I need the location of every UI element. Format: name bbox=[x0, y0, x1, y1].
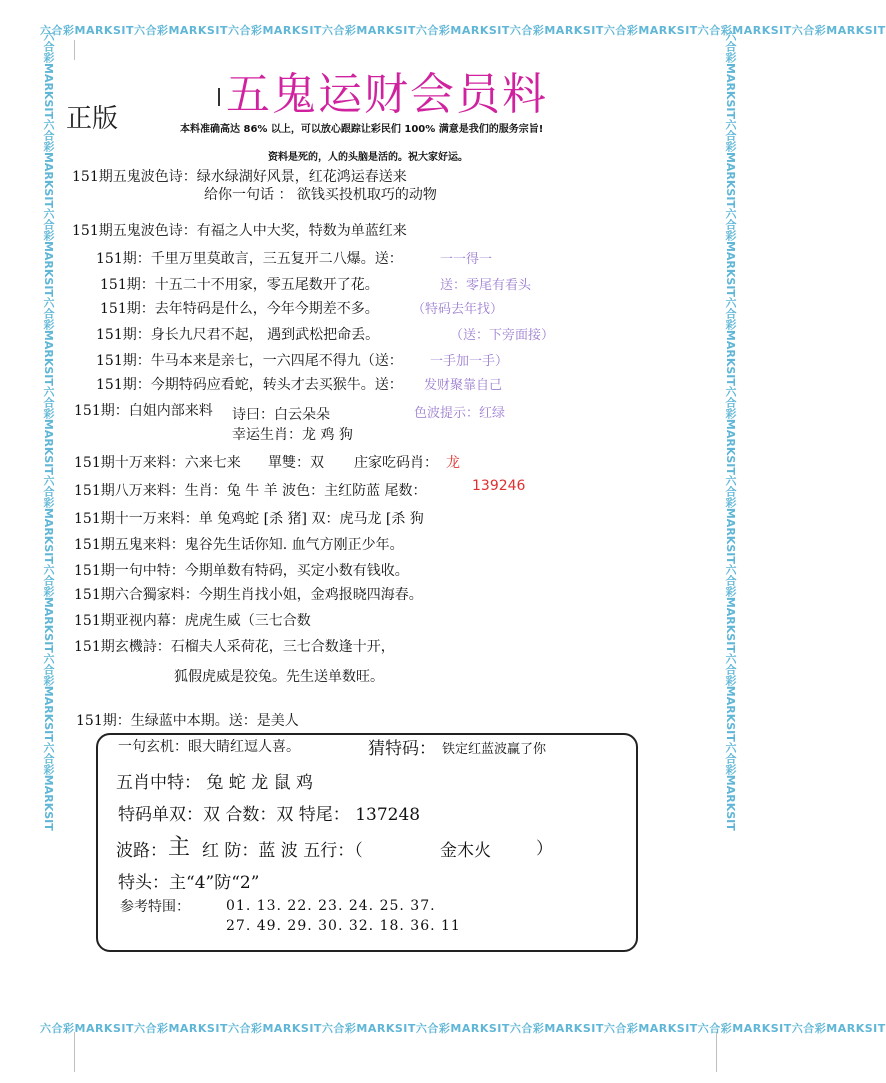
reference-range-line-2: 27. 49. 29. 30. 32. 18. 36. 11 bbox=[226, 918, 461, 934]
riddle-line-2: 151期：十五二十不用家，零五尾数开了花。 bbox=[100, 277, 379, 293]
riddle-line-1: 151期：千里万里莫敢言，三五复开二八爆。送： bbox=[96, 251, 403, 267]
reference-range-line-1: 01. 13. 22. 23. 24. 25. 37. bbox=[226, 898, 436, 914]
riddle-tip-5: 一手加一手） bbox=[430, 354, 509, 369]
border-watermark-top: 六合彩MARKSIT六合彩MARKSIT六合彩MARKSIT六合彩MARKSIT六合彩MARKSIT六合彩MARKSIT六合彩MARKSIT六合彩MARKSIT六合彩MARKSIT bbox=[40, 24, 886, 37]
mystic-poem: 151期玄機詩：石榴夫人采荷花，三七合数逢十开， bbox=[74, 639, 395, 655]
banker-zodiac-value: 龙 bbox=[446, 455, 460, 471]
wave-route-label: 波路： bbox=[116, 841, 167, 861]
border-watermark-bottom: 六合彩MARKSIT六合彩MARKSIT六合彩MARKSIT六合彩MARKSIT六合彩MARKSIT六合彩MARKSIT六合彩MARKSIT六合彩MARKSIT六合彩MARKSIT bbox=[40, 1022, 886, 1035]
five-elements: 金木火 bbox=[440, 841, 491, 861]
five-ghost-wave-poem-1: 151期五鬼波色诗：绿水绿湖好风景，红花鸿运春送来 bbox=[72, 169, 407, 185]
border-watermark-left: 六合彩MARKSIT六合彩MARKSIT六合彩MARKSIT六合彩MARKSIT六合彩MARKSIT六合彩MARKSIT六合彩MARKSIT六合彩MARKSIT六合彩MARKSIT bbox=[42, 30, 55, 831]
guess-special-value: 铁定红蓝波赢了你 bbox=[442, 742, 547, 757]
slogan-line-2: 资料是死的，人的头脑是活的。祝大家好运。 bbox=[268, 152, 468, 163]
one-sentence-special: 151期一句中特：今期单数有特码，买定小数有钱收。 bbox=[74, 563, 409, 579]
special-odd-even: 特码单双：双 合数：双 特尾： 137248 bbox=[118, 805, 421, 825]
lucky-zodiac: 幸运生肖：龙 鸡 狗 bbox=[232, 427, 353, 443]
riddle-line-4: 151期：身长九尺君不起， 遇到武松把命丢。 bbox=[96, 327, 380, 343]
five-zodiac-special: 五肖中特： 兔 蛇 龙 鼠 鸡 bbox=[116, 773, 314, 793]
five-elements-close: ） bbox=[536, 839, 553, 859]
riddle-tip-2: 送：零尾有看头 bbox=[440, 278, 532, 293]
riddle-line-6: 151期：今期特码应看蛇，转头才去买猴牛。送： bbox=[96, 377, 403, 393]
wave-route-detail: 红 防：蓝 波 五行：（ bbox=[202, 841, 363, 861]
odd-even: 單雙：双 bbox=[268, 455, 324, 471]
slogan-line: 本料准确高达 86% 以上，可以放心跟踪让彩民们 100% 满意是我们的服务宗旨! bbox=[180, 124, 544, 135]
frame-corner-mark bbox=[74, 1032, 75, 1072]
baijie-poem: 诗曰：白云朵朵 bbox=[232, 407, 330, 423]
five-ghost-source: 151期五鬼来料：鬼谷先生话你知. 血气方刚正少年。 bbox=[74, 537, 404, 553]
five-ghost-wave-poem-2: 151期五鬼波色诗：有福之人中大奖，特数为单蓝红来 bbox=[72, 223, 407, 239]
guess-special-label: 猜特码： bbox=[368, 739, 436, 759]
110k-source: 151期十一万来料：单 兔鸡蛇 [杀 猪] 双：虎马龙 [杀 狗 bbox=[74, 511, 424, 527]
atv-insider: 151期亚视内幕：虎虎生威（三七合数 bbox=[74, 613, 311, 629]
riddle-tip-1: 一一得一 bbox=[440, 252, 493, 267]
genuine-stamp: 正版 bbox=[66, 104, 119, 134]
green-blue-hint: 151期：生绿蓝中本期。送：是美人 bbox=[76, 713, 299, 729]
frame-corner-mark bbox=[74, 40, 75, 60]
reference-range-label: 参考特围： bbox=[120, 899, 190, 915]
mystic-sentence: 一句玄机：眼大睛红逗人喜。 bbox=[118, 739, 300, 755]
100k-source: 151期十万来料：六来七来 bbox=[74, 455, 241, 471]
riddle-tip-4: （送：下旁面接） bbox=[450, 328, 555, 343]
liuhe-exclusive: 151期六合獨家料：今期生肖找小姐，金鸡报晓四海春。 bbox=[74, 587, 423, 603]
title-bar-mark bbox=[218, 88, 220, 106]
page-title: 五鬼运财会员料 bbox=[226, 69, 548, 120]
special-head: 特头：主“4”防“2” bbox=[118, 873, 260, 893]
color-wave-tip: 色波提示：红绿 bbox=[414, 406, 506, 421]
riddle-line-5: 151期：牛马本来是亲七，一六四尾不得九（送： bbox=[96, 353, 403, 369]
wave-route-main: 主 bbox=[168, 835, 191, 860]
mystic-poem-2: 狐假虎威是狡兔。先生送单数旺。 bbox=[174, 669, 384, 685]
frame-corner-mark bbox=[716, 1032, 717, 1072]
one-sentence-hint: 给你一句话 ： 欲钱买投机取巧的动物 bbox=[204, 187, 437, 203]
border-watermark-right: 六合彩MARKSIT六合彩MARKSIT六合彩MARKSIT六合彩MARKSIT六合彩MARKSIT六合彩MARKSIT六合彩MARKSIT六合彩MARKSIT六合彩MARKSIT bbox=[724, 30, 737, 831]
riddle-line-3: 151期：去年特码是什么，今年今期差不多。 bbox=[100, 301, 379, 317]
baijie-source: 151期：白姐内部来料 bbox=[74, 403, 213, 419]
banker-zodiac-label: 庄家吃码肖： bbox=[354, 455, 438, 471]
riddle-tip-6: 发财聚靠自己 bbox=[424, 378, 503, 393]
riddle-tip-3: （特码去年找） bbox=[412, 302, 504, 317]
tail-numbers: 139246 bbox=[472, 478, 526, 494]
80k-source: 151期八万来料：生肖：兔 牛 羊 波色：主红防蓝 尾数： bbox=[74, 483, 427, 499]
